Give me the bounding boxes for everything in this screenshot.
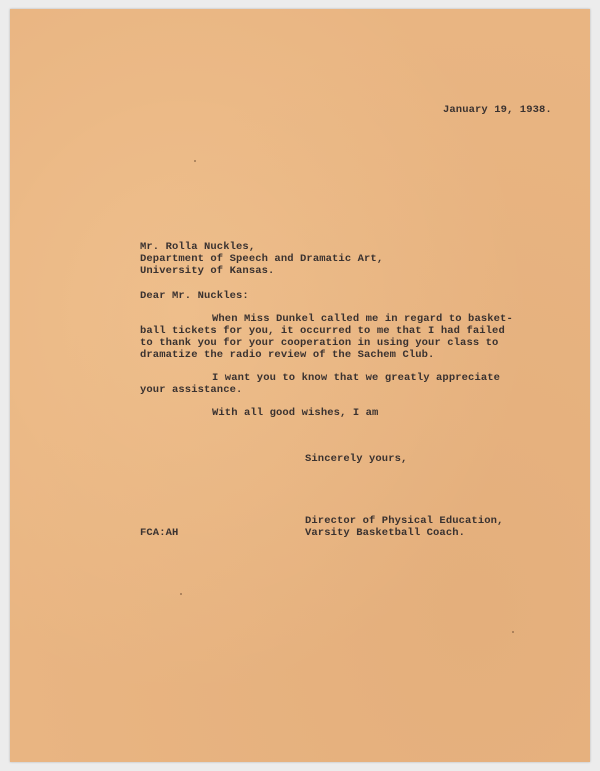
paragraph-1-line: dramatize the radio review of the Sachem Club. xyxy=(140,349,435,361)
paper-speck xyxy=(194,160,196,162)
signature-title-1: Director of Physical Education, xyxy=(305,515,504,527)
initials: FCA:AH xyxy=(140,527,179,539)
recipient-department: Department of Speech and Dramatic Art, xyxy=(140,253,384,265)
letter-page xyxy=(10,9,590,762)
recipient-institution: University of Kansas. xyxy=(140,265,275,277)
paragraph-1-line: ball tickets for you, it occurred to me that I had failed xyxy=(140,325,505,337)
recipient-name: Mr. Rolla Nuckles, xyxy=(140,241,256,253)
paper-speck xyxy=(180,593,182,595)
closing: Sincerely yours, xyxy=(305,453,408,465)
paragraph-2-line: your assistance. xyxy=(140,384,243,396)
salutation: Dear Mr. Nuckles: xyxy=(140,290,249,302)
paragraph-3: With all good wishes, I am xyxy=(212,407,379,419)
letter-date: January 19, 1938. xyxy=(443,104,552,116)
signature-title-2: Varsity Basketball Coach. xyxy=(305,527,466,539)
paper-speck xyxy=(512,631,514,633)
paragraph-1-line: to thank you for your cooperation in using your class to xyxy=(140,337,499,349)
paragraph-1-line: When Miss Dunkel called me in regard to basket- xyxy=(212,313,513,325)
paragraph-2-line: I want you to know that we greatly appreciate xyxy=(212,372,501,384)
